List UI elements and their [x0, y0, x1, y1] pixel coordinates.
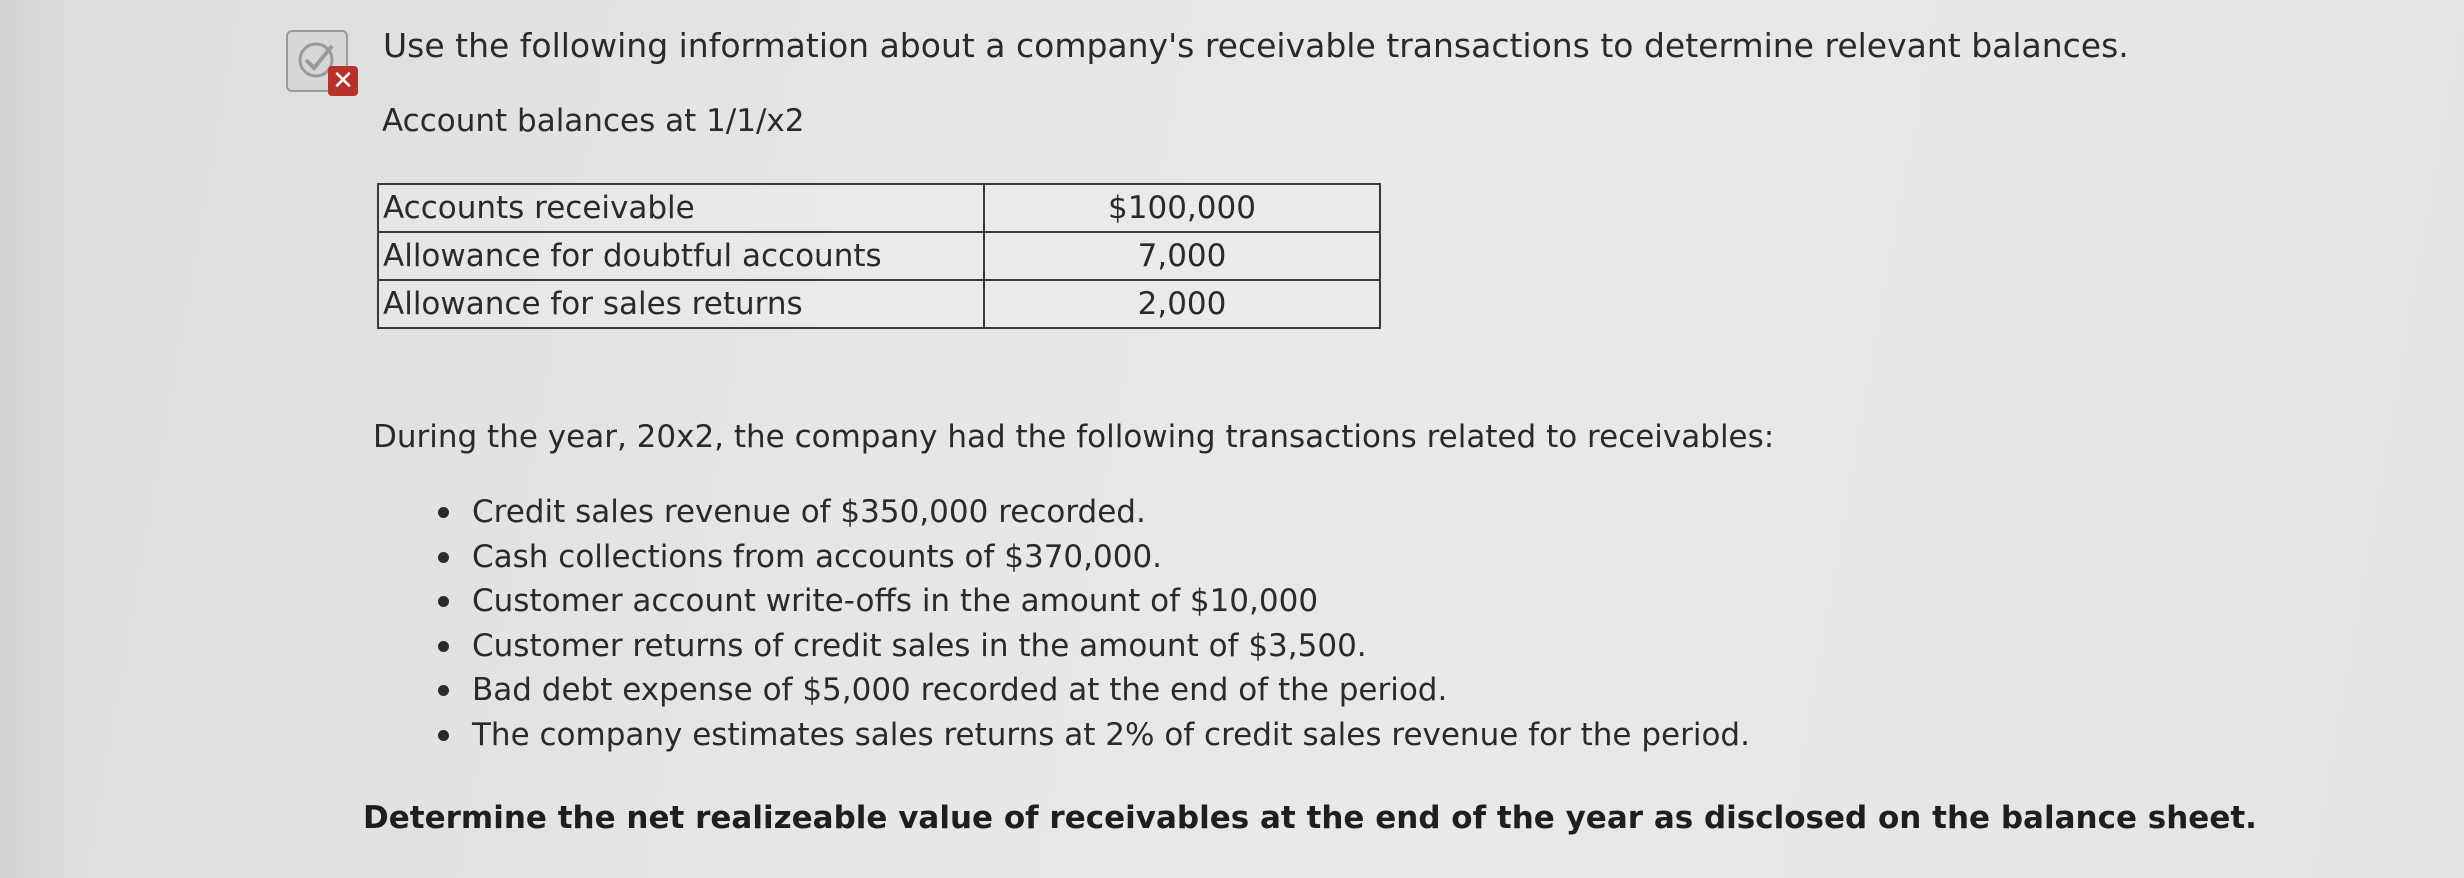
list-item-text: Customer returns of credit sales in the amount of $3,500.: [472, 627, 1367, 664]
list-item: [432, 713, 1750, 758]
account-value: 2,000: [984, 280, 1380, 328]
list-item-text: Bad debt expense of $5,000 recorded at the end of the period.: [472, 672, 1448, 708]
list-item-text: The company estimates sales returns at 2% of credit sales revenue for the period.: [472, 716, 1750, 753]
account-label: Accounts receivable: [378, 184, 984, 232]
bullet-icon: [438, 507, 449, 518]
bullet-icon: [438, 596, 449, 607]
table-row: [378, 280, 1380, 328]
transactions-list: [432, 490, 1750, 757]
question-status-icon: [286, 30, 356, 98]
balances-heading: Account balances at 1/1/x2: [382, 103, 805, 139]
bullet-icon: [438, 552, 449, 563]
bullet-icon: [438, 685, 449, 696]
list-item: [432, 579, 1750, 624]
table-row: [378, 184, 1380, 232]
list-item: [432, 535, 1750, 580]
bullet-icon: [438, 730, 449, 741]
account-value: 7,000: [984, 232, 1380, 280]
bullet-icon: [438, 641, 449, 652]
question-prompt: Determine the net realizeable value of receivables at the end of the year as disclosed on the balance sheet.: [363, 800, 2257, 836]
account-label: Allowance for sales returns: [378, 280, 984, 328]
transactions-intro: During the year, 20x2, the company had the following transactions related to receivables:: [373, 419, 1775, 455]
table-row: [378, 232, 1380, 280]
question-text: Use the following information about a company's receivable transactions to determine relevant balances.: [383, 26, 2129, 65]
incorrect-x-icon: ✕: [328, 66, 358, 96]
account-balances-table: [377, 183, 1381, 329]
list-item-text: Customer account write-offs in the amount of $10,000: [472, 583, 1319, 619]
account-label: Allowance for doubtful accounts: [378, 232, 984, 280]
list-item-text: Credit sales revenue of $350,000 recorded.: [472, 494, 1146, 530]
list-item-text: Cash collections from accounts of $370,000.: [472, 538, 1163, 575]
account-value: $100,000: [984, 184, 1380, 232]
list-item: [432, 490, 1750, 535]
list-item: [432, 668, 1750, 713]
list-item: [432, 624, 1750, 669]
left-margin: [0, 0, 64, 878]
